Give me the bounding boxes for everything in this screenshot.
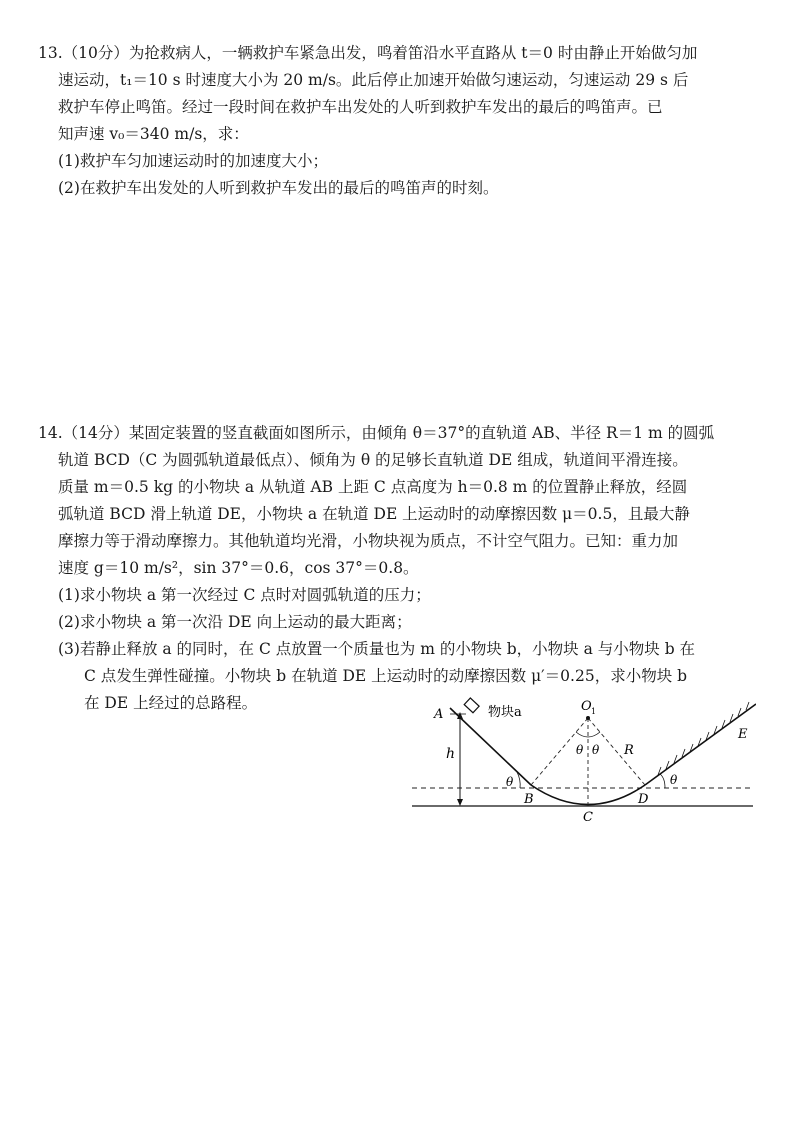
label-c: C xyxy=(583,810,593,822)
angle-arc-o-right xyxy=(588,732,600,737)
label-d: D xyxy=(638,792,649,807)
problem-14 xyxy=(38,420,760,717)
angle-arc-o-left xyxy=(576,732,588,737)
label-b: B xyxy=(524,792,534,807)
label-block-a: 物块a xyxy=(488,705,522,720)
track-diagram xyxy=(408,692,756,822)
problem-13-line: 速运动，t₁＝10 s 时速度大小为 20 m/s。此后停止加速开始做匀速运动，匀速运动 29 s 后 xyxy=(58,71,689,89)
track-de xyxy=(645,704,756,785)
problem-13-line: 救护车停止鸣笛。经过一段时间在救护车出发处的人听到救护车发出的最后的鸣笛声。已 xyxy=(58,98,663,116)
height-arrow-head-bottom xyxy=(457,799,463,806)
problem-13 xyxy=(38,40,760,202)
label-o: O xyxy=(581,699,592,714)
label-theta-o-right: θ xyxy=(592,743,600,757)
problem-14-question-3-cont: 在 DE 上经过的总路程。 xyxy=(84,694,258,712)
problem-14-line: 摩擦力等于滑动摩擦力。其他轨道均光滑，小物块视为质点，不计空气阻力。已知：重力加 xyxy=(58,532,679,550)
problem-14-line: 质量 m＝0.5 kg 的小物块 a 从轨道 AB 上距 C 点高度为 h＝0.8 m 的位置静止释放，经圆 xyxy=(58,478,688,496)
label-theta-d: θ xyxy=(670,773,678,787)
label-a: A xyxy=(434,707,444,722)
problem-14-line: 弧轨道 BCD 滑上轨道 DE，小物块 a 在轨道 DE 上运动时的动摩擦因数 μ＝0.5，且最大静 xyxy=(58,505,690,523)
problem-13-question-1: (1)救护车匀加速运动时的加速度大小； xyxy=(58,152,328,170)
track-de-hatching xyxy=(658,702,749,775)
problem-14-question-3-cont: C 点发生弹性碰撞。小物块 b 在轨道 DE 上运动时的动摩擦因数 μ′＝0.25，求小物块 b xyxy=(84,667,688,685)
block-a xyxy=(464,698,479,713)
label-h: h xyxy=(446,746,456,762)
problem-13-line: 13.（10分）为抢救病人，一辆救护车紧急出发，鸣着笛沿水平直路从 t＝0 时由静止开始做匀加 xyxy=(38,44,698,62)
label-theta-o-left: θ xyxy=(576,743,584,757)
problem-13-line: 知声速 v₀＝340 m/s，求： xyxy=(58,125,249,143)
problem-14-line: 轨道 BCD（C 为圆弧轨道最低点）、倾角为 θ 的足够长直轨道 DE 组成，轨道间平滑连接。 xyxy=(58,451,688,469)
label-e: E xyxy=(738,727,748,742)
angle-arc-d xyxy=(660,774,665,788)
label-theta-b: θ xyxy=(506,775,514,789)
center-point-o1 xyxy=(586,716,590,720)
label-r: R xyxy=(624,743,634,758)
label-o-subscript: 1 xyxy=(591,707,597,716)
problem-13-question-2: (2)在救护车出发处的人听到救护车发出的最后的鸣笛声的时刻。 xyxy=(58,179,499,197)
problem-14-line: 14.（14分）某固定装置的竖直截面如图所示，由倾角 θ＝37°的直轨道 AB、半径 R＝1 m 的圆弧 xyxy=(38,424,715,442)
problem-14-question-3: (3)若静止释放 a 的同时，在 C 点放置一个质量也为 m 的小物块 b，小物块 a 与小物块 b 在 xyxy=(58,640,696,658)
problem-14-question-2: (2)求小物块 a 第一次沿 DE 向上运动的最大距离； xyxy=(58,613,412,631)
problem-14-line: 速度 g＝10 m/s²，sin 37°＝0.6，cos 37°＝0.8。 xyxy=(58,559,419,577)
problem-14-question-1: (1)求小物块 a 第一次经过 C 点时对圆弧轨道的压力； xyxy=(58,586,431,604)
